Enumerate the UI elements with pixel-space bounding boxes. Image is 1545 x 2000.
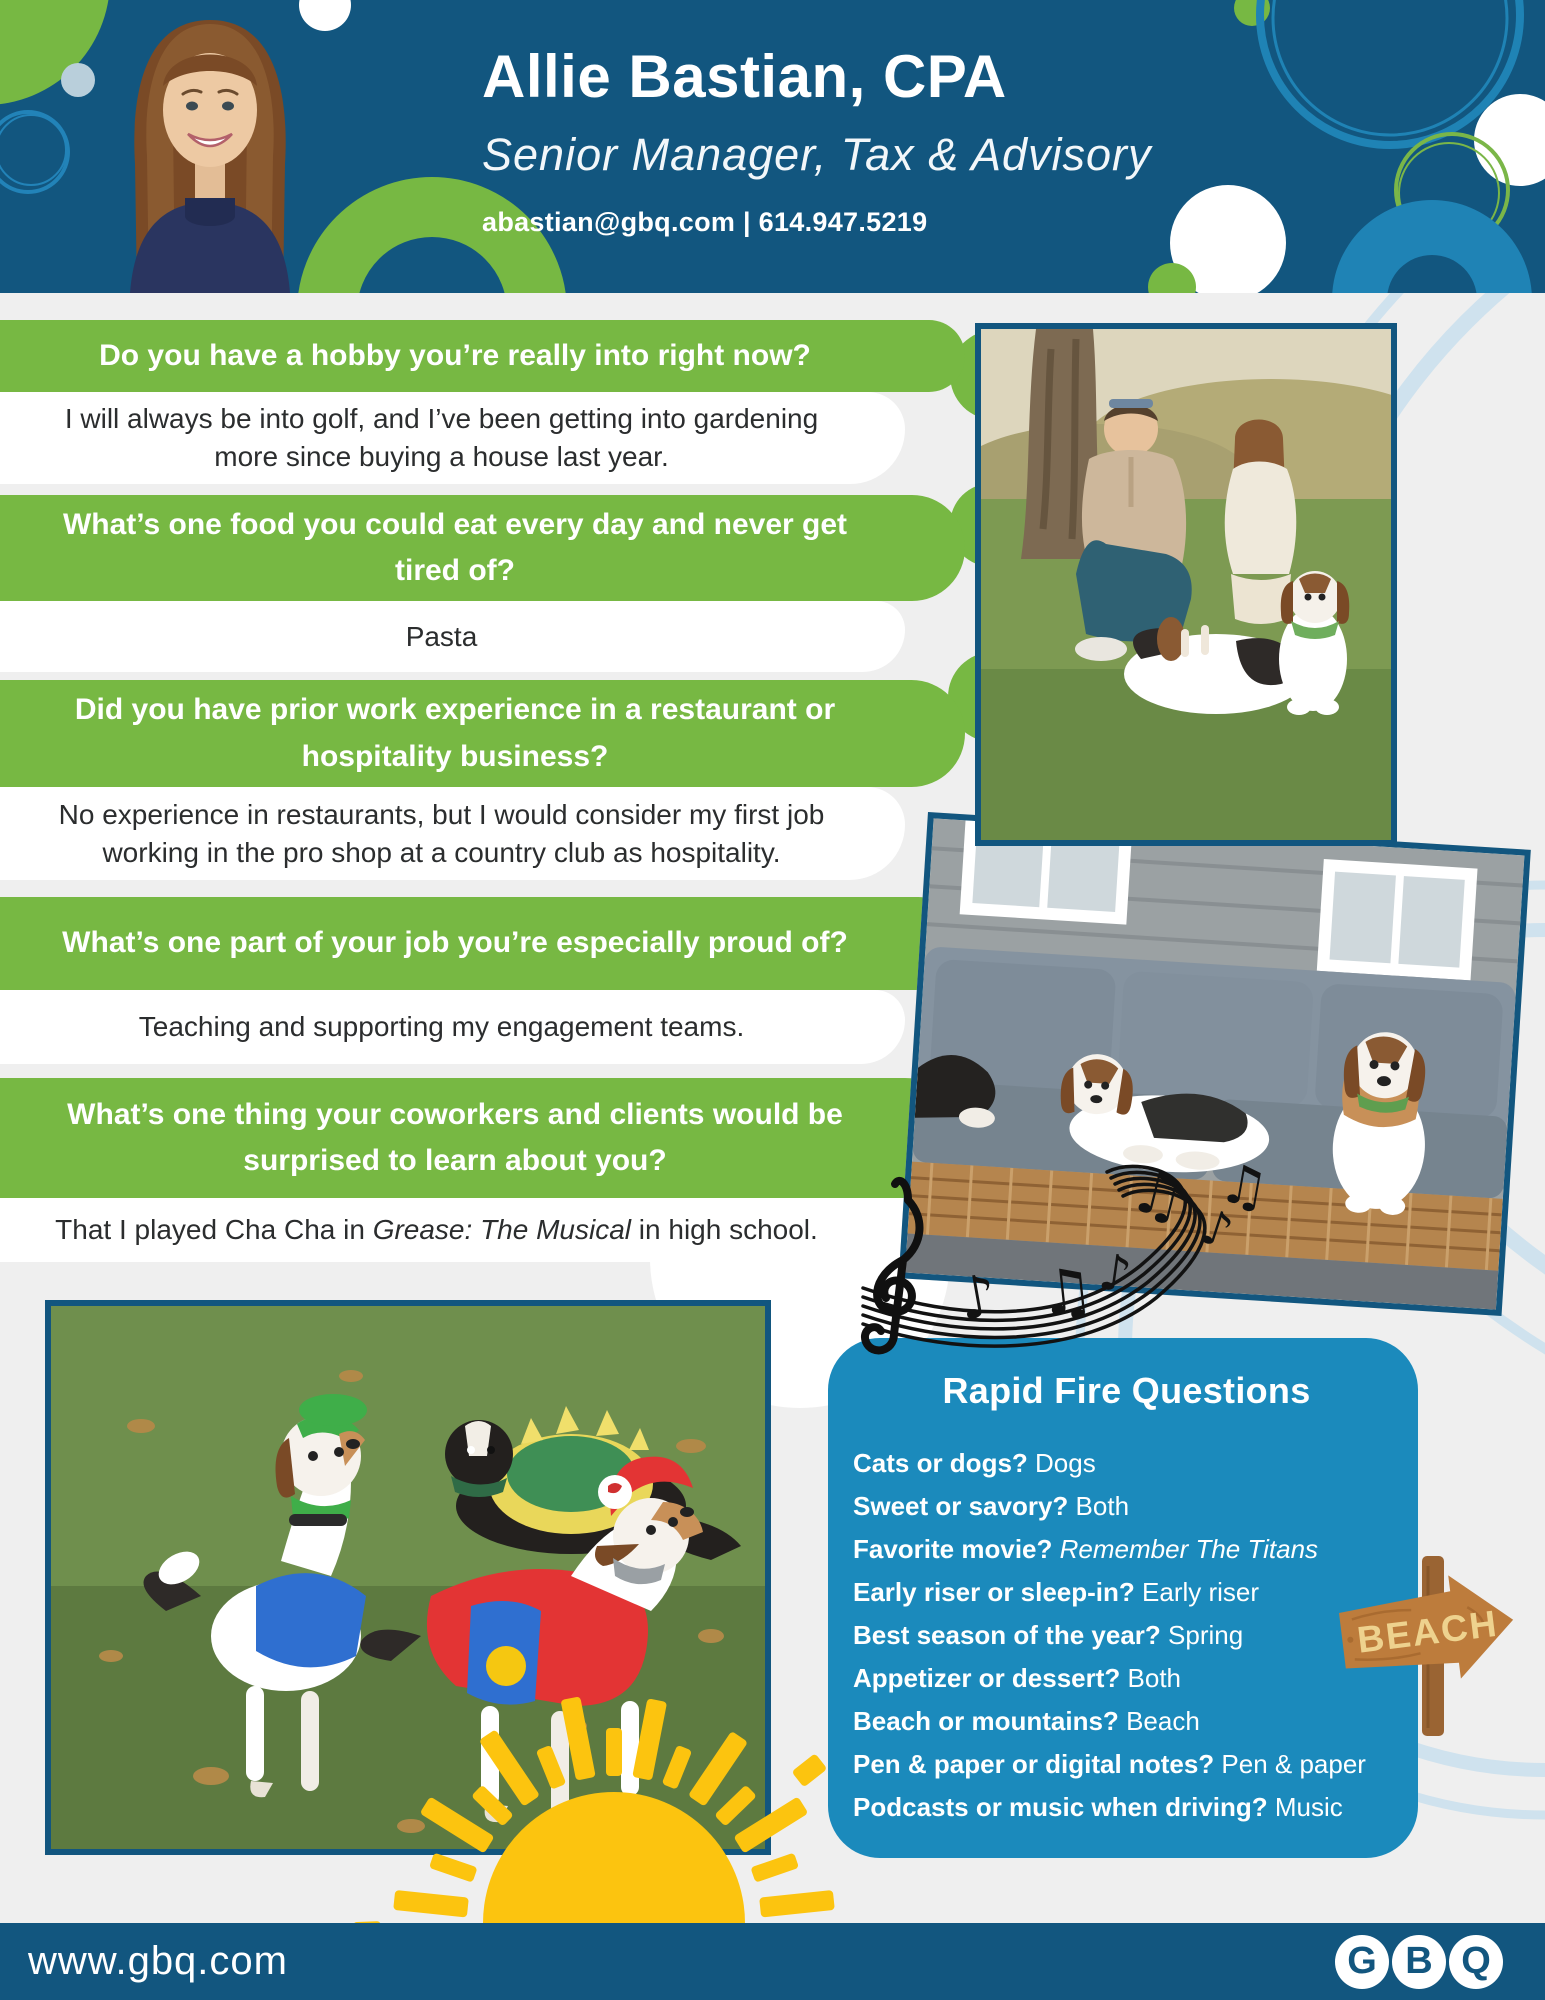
gbq-logo [1335,1935,1503,1989]
rapid-fire-item: Beach or mountains? Beach [853,1706,1200,1736]
svg-text:♪: ♪ [953,1260,1002,1334]
rapid-fire-item: Podcasts or music when driving? Music [853,1792,1343,1822]
person-name: Allie Bastian, CPA [482,43,1007,110]
question-pill-3 [0,680,965,787]
rapid-fire-item: Cats or dogs? Dogs [853,1448,1096,1478]
rapid-fire-item: Appetizer or dessert? Both [853,1663,1182,1693]
answer-bubble-2 [0,601,905,672]
svg-text:♫: ♫ [1214,1150,1274,1222]
svg-text:♫: ♫ [1123,1154,1193,1236]
rapid-fire-item: Early riser or sleep-in? Early riser [853,1577,1260,1607]
answer-text: That I played Cha Cha in Grease: The Musical in high school. [55,1214,818,1246]
beach-sign-label: BEACH [1354,1602,1501,1661]
question-pill-2 [0,495,965,601]
person-job-title: Senior Manager, Tax & Advisory [482,129,1152,180]
answer-text: Pasta [405,620,478,652]
question-text: What’s one thing your coworkers and clients would be surprised to learn about you? [67,1097,843,1177]
rapid-fire-item: Pen & paper or digital notes? Pen & paper [853,1749,1366,1779]
question-pill-5 [0,1078,965,1198]
rapid-fire-list [853,1442,1400,1829]
answer-bubble-1 [0,392,905,484]
gbq-logo-letter: G [1335,1935,1389,1989]
svg-text:♫: ♫ [1034,1252,1098,1331]
rapid-fire-item: Favorite movie? Remember The Titans [853,1534,1319,1564]
question-text: What’s one part of your job you’re especially proud of? [62,926,848,960]
family-photo [975,323,1397,846]
question-text: Do you have a hobby you’re really into right now? [99,338,811,372]
question-pill-1 [0,320,965,392]
sun-decoration [340,1650,900,1923]
answer-bubble-3 [0,787,905,880]
question-text: Did you have prior work experience in a restaurant or hospitality business? [74,693,836,773]
answer-bubble-4 [0,990,905,1064]
header-banner [0,0,1545,293]
question-pill-4 [0,897,965,990]
contact-line[interactable]: abastian@gbq.com | 614.947.5219 [482,207,928,237]
question-text: What’s one food you could eat every day and never get tired of? [62,507,848,587]
gbq-logo-letter: Q [1449,1935,1503,1989]
rapid-fire-item: Best season of the year? Spring [853,1620,1244,1650]
answer-bubble-5 [0,1198,895,1262]
answer-text: I will always be into golf, and I’ve been getting into gardening more since buying a house last year. [64,403,819,472]
music-notes-decoration [845,1148,1275,1363]
headshot-photo [85,6,335,293]
answer-text: Teaching and supporting my engagement teams. [138,1011,745,1043]
svg-text:♪: ♪ [1193,1198,1240,1261]
footer-bar [0,1923,1545,2000]
footer-website-url[interactable]: www.gbq.com [28,1939,288,1983]
beach-sign-decoration [1330,1542,1535,1742]
rapid-fire-title: Rapid Fire Questions [942,1370,1311,1411]
answer-text: No experience in restaurants, but I would consider my first job working in the pro shop at a country club as hospitality. [58,798,825,868]
rapid-fire-item: Sweet or savory? Both [853,1491,1130,1521]
gbq-logo-letter: B [1392,1935,1446,1989]
svg-text:♪: ♪ [1095,1242,1136,1305]
header-text-block [482,42,1152,238]
